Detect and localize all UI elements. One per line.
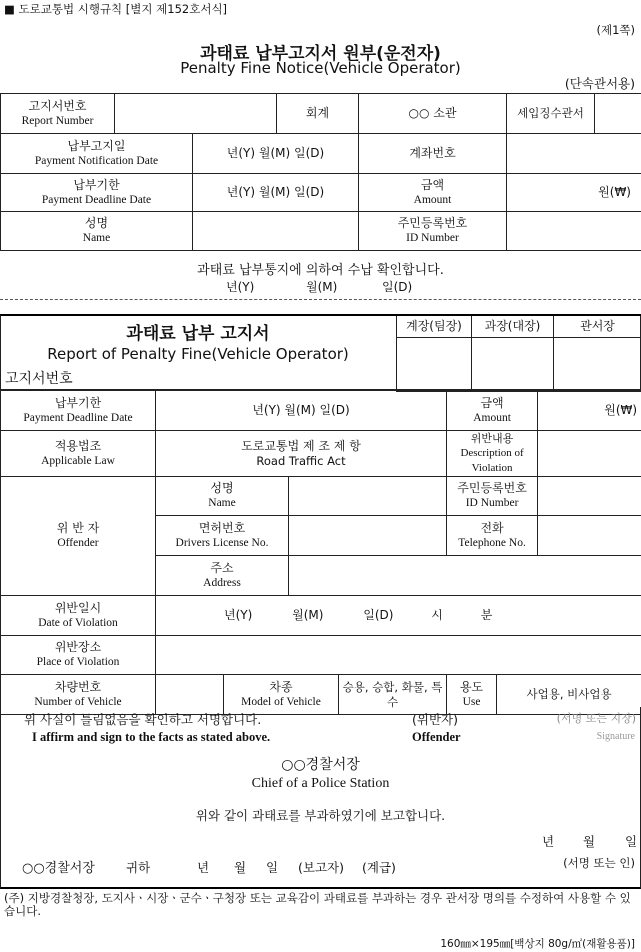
reporter-label: (보고자) bbox=[298, 860, 344, 875]
r-address-label: 주소 Address bbox=[156, 556, 289, 596]
police-station-chief-en: Chief of a Police Station bbox=[251, 776, 390, 791]
bottom-date-month: 월 bbox=[234, 860, 247, 875]
approval-table bbox=[396, 314, 641, 392]
r-place-label: 위반장소 Place of Violation bbox=[1, 636, 156, 675]
office-label: ○○ 소관 bbox=[359, 94, 507, 134]
report-table bbox=[0, 390, 641, 715]
name-field[interactable] bbox=[193, 212, 359, 251]
approval-section-chief: 과장(대장) bbox=[472, 315, 554, 337]
r-violation-date-field[interactable]: 년(Y) 월(M) 일(D) 시 분 bbox=[156, 596, 641, 636]
original-title-en: Penalty Fine Notice(Vehicle Operator) bbox=[180, 59, 461, 77]
account-label: 회계 bbox=[277, 94, 359, 134]
report-date-year: 년 bbox=[542, 834, 555, 849]
r-deadline-label: 납부기한 Payment Deadline Date bbox=[1, 391, 156, 431]
r-id-label: 주민등록번호 ID Number bbox=[447, 477, 538, 516]
approval-team-leader: 계장(팀장) bbox=[397, 315, 472, 337]
police-station-chief: ○○경찰서장 bbox=[281, 757, 360, 773]
report-date-month: 월 bbox=[583, 834, 596, 849]
id-number-label: 주민등록번호 ID Number bbox=[359, 212, 507, 251]
report-number-field[interactable] bbox=[115, 94, 277, 134]
deadline-field[interactable]: 년(Y) 월(M) 일(D) bbox=[193, 174, 359, 212]
report-statement: 위와 같이 과태료를 부과하였기에 보고합니다. bbox=[195, 808, 446, 823]
r-name-field[interactable] bbox=[289, 477, 447, 516]
tax-office-field[interactable] bbox=[595, 94, 641, 134]
r-model-label: 차종 Model of Vehicle bbox=[224, 675, 339, 715]
original-title: 과태료 납부고지서 원부(운전자) bbox=[200, 44, 441, 64]
id-number-field[interactable] bbox=[507, 212, 641, 251]
sign-or-seal-label: (서명 또는 인) bbox=[563, 856, 635, 870]
signature-label: (서명 또는 지장) bbox=[556, 712, 636, 725]
report-date-day: 일 bbox=[625, 834, 638, 849]
r-violation-date-label: 위반일시 Date of Violation bbox=[1, 596, 156, 636]
notify-date-label: 납부고지일 Payment Notification Date bbox=[1, 134, 193, 174]
amount-label: 금액 Amount bbox=[359, 174, 507, 212]
law-reference: ■ 도로교통법 시행규칙 [별지 제152호서식] bbox=[4, 2, 228, 16]
report-title: 과태료 납부 고지서 bbox=[126, 324, 270, 344]
deadline-label: 납부기한 Payment Deadline Date bbox=[1, 174, 193, 212]
offender-sign-label: (위반자) bbox=[412, 712, 458, 727]
report-number-label: 고지서번호 Report Number bbox=[1, 94, 115, 134]
footer-note: (주) 지방경찰청장, 도지사ㆍ시장ㆍ군수ㆍ구청장 또는 교육감이 과태료를 부과하는 경우 관서장 명의를 수정하여 사용할 수 있습니다. bbox=[4, 891, 631, 918]
tax-office-label: 세입징수관서 bbox=[507, 94, 595, 134]
r-name-label: 성명 Name bbox=[156, 477, 289, 516]
receipt-year: 년(Y) bbox=[226, 280, 255, 294]
addressee-suffix: 귀하 bbox=[126, 860, 151, 875]
r-place-field[interactable] bbox=[156, 636, 641, 675]
approval-sign-3[interactable] bbox=[554, 337, 641, 391]
report-title-en: Report of Penalty Fine(Vehicle Operator) bbox=[47, 345, 349, 363]
r-use-label: 용도 Use bbox=[447, 675, 497, 715]
notify-date-field[interactable]: 년(Y) 월(M) 일(D) bbox=[193, 134, 359, 174]
report-number-label-2: 고지서번호 bbox=[5, 371, 73, 387]
signature-label-en: Signature bbox=[596, 731, 635, 742]
original-table bbox=[0, 93, 641, 251]
r-license-field[interactable] bbox=[289, 516, 447, 556]
paper-spec: 160㎜×195㎜[백상지 80g/㎡(재활용품)] bbox=[440, 938, 635, 950]
receipt-month: 월(M) bbox=[306, 280, 338, 294]
r-amount-label: 금액 Amount bbox=[447, 391, 538, 431]
r-offender-label: 위 반 자 Offender bbox=[1, 477, 156, 596]
bank-account-label: 계좌번호 bbox=[359, 134, 507, 174]
approval-sign-2[interactable] bbox=[472, 337, 554, 391]
name-label: 성명 Name bbox=[1, 212, 193, 251]
receipt-confirm-text: 과태료 납부통지에 의하여 수납 확인합니다. bbox=[197, 263, 444, 278]
r-violation-desc-field[interactable] bbox=[538, 431, 641, 477]
r-deadline-field[interactable]: 년(Y) 월(M) 일(D) bbox=[156, 391, 447, 431]
approval-office-head: 관서장 bbox=[554, 315, 641, 337]
r-law-label: 적용법조 Applicable Law bbox=[1, 431, 156, 477]
receipt-day: 일(D) bbox=[382, 280, 413, 294]
r-phone-label: 전화 Telephone No. bbox=[447, 516, 538, 556]
bank-account-field[interactable] bbox=[507, 134, 641, 174]
bottom-date-year: 년 bbox=[197, 860, 210, 875]
affirm-text-en: I affirm and sign to the facts as stated above. bbox=[32, 730, 271, 744]
form-page-number: (제1쪽) bbox=[596, 23, 635, 37]
r-vehicle-no-label: 차량번호 Number of Vehicle bbox=[1, 675, 156, 715]
addressee-station: ○○경찰서장 bbox=[22, 861, 95, 876]
r-violation-desc-label: 위반내용 Description of Violation bbox=[447, 431, 538, 477]
r-id-field[interactable] bbox=[538, 477, 641, 516]
r-address-field[interactable] bbox=[289, 556, 641, 596]
r-model-options[interactable]: 승용, 승합, 화물, 특수 bbox=[339, 675, 447, 715]
r-amount-field[interactable]: 원(₩) bbox=[538, 391, 641, 431]
affirm-text: 위 사실이 틀림없음을 확인하고 서명합니다. bbox=[24, 712, 262, 727]
approval-sign-1[interactable] bbox=[397, 337, 472, 391]
usage-note: (단속관서용) bbox=[564, 76, 635, 91]
r-license-label: 면허번호 Drivers License No. bbox=[156, 516, 289, 556]
r-law-field[interactable]: 도로교통법 제 조 제 항 Road Traffic Act bbox=[156, 431, 447, 477]
amount-field[interactable]: 원(₩) bbox=[507, 174, 641, 212]
r-phone-field[interactable] bbox=[538, 516, 641, 556]
offender-sign-label-en: Offender bbox=[412, 730, 461, 744]
cut-line bbox=[0, 299, 641, 300]
rank-label: (계급) bbox=[362, 860, 396, 875]
r-use-options[interactable]: 사업용, 비사업용 bbox=[497, 675, 641, 715]
bottom-date-day: 일 bbox=[266, 860, 279, 875]
